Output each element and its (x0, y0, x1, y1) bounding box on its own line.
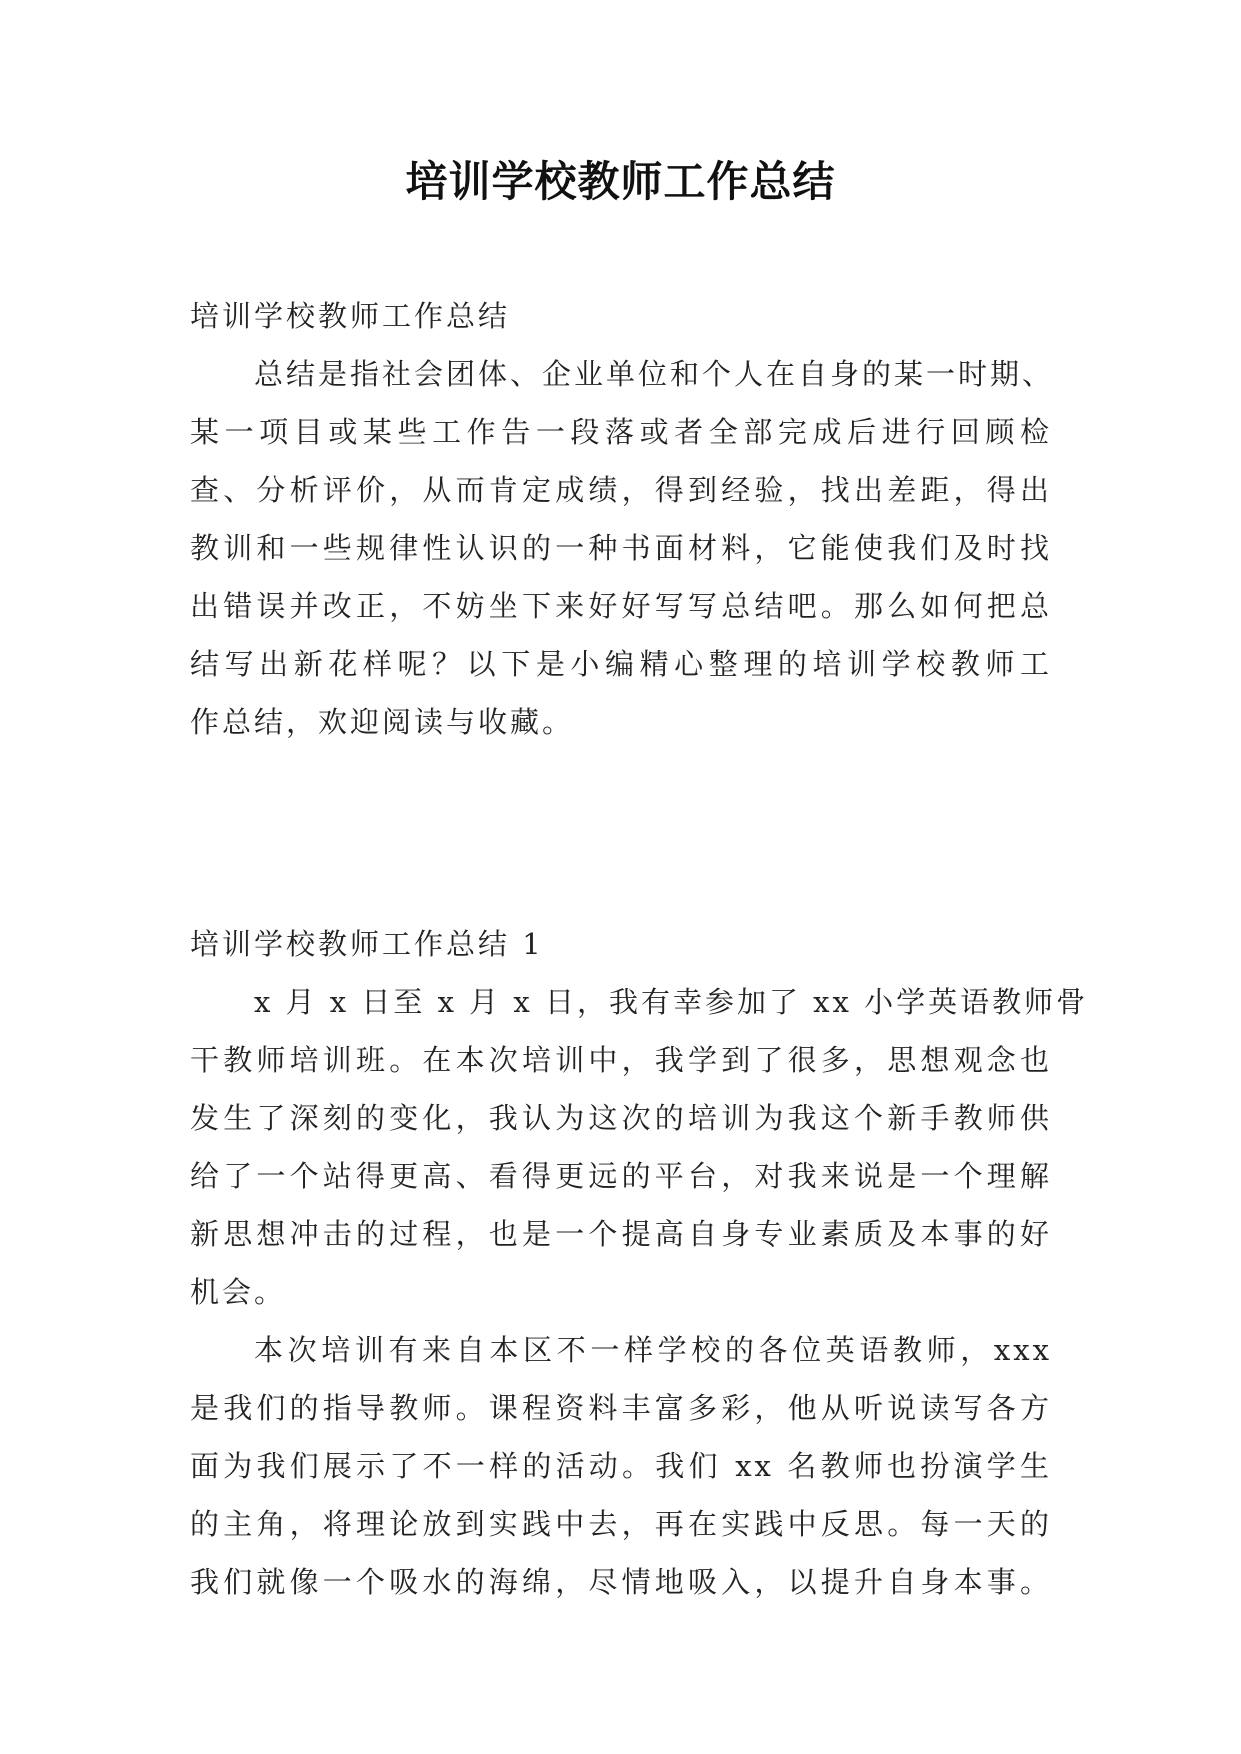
section-1-para-1-line-5: 新思想冲击的过程，也是一个提高自身专业素质及本事的好 (190, 1217, 1052, 1251)
section-1-para-1-line-2: 干教师培训班。在本次培训中，我学到了很多，思想观念也 (190, 1043, 1052, 1077)
intro-line-3: 查、分析评价，从而肯定成绩，得到经验，找出差距，得出 (190, 473, 1052, 507)
intro-line-5: 出错误并改正，不妨坐下来好好写写总结吧。那么如何把总 (190, 589, 1052, 623)
intro-line-2: 某一项目或某些工作告一段落或者全部完成后进行回顾检 (190, 415, 1052, 449)
section-1-para-2-line-1: 本次培训有来自本区不一样学校的各位英语教师，xxx (254, 1333, 1052, 1367)
section-1-para-1-line-6: 机会。 (190, 1275, 287, 1309)
section-1-para-2-line-2: 是我们的指导教师。课程资料丰富多彩，他从听说读写各方 (190, 1391, 1052, 1425)
intro-line-4: 教训和一些规律性认识的一种书面材料，它能使我们及时找 (190, 531, 1052, 565)
intro-line-7: 作总结，欢迎阅读与收藏。 (190, 705, 575, 739)
section-1-para-2-line-5: 我们就像一个吸水的海绵，尽情地吸入，以提升自身本事。 (190, 1565, 1052, 1599)
intro-line-1: 总结是指社会团体、企业单位和个人在自身的某一时期、 (254, 357, 1055, 391)
document-title: 培训学校教师工作总结 (405, 157, 836, 206)
intro-line-6: 结写出新花样呢？以下是小编精心整理的培训学校教师工 (190, 647, 1052, 681)
section-1-block (190, 915, 1089, 1611)
section-1-heading: 培训学校教师工作总结 1 (190, 927, 544, 961)
intro-block (190, 287, 1055, 751)
section-1-para-1-line-4: 给了一个站得更高、看得更远的平台，对我来说是一个理解 (190, 1159, 1052, 1193)
section-1-para-2-line-3: 面为我们展示了不一样的活动。我们 xx 名教师也扮演学生 (190, 1449, 1052, 1483)
section-1-para-1-line-3: 发生了深刻的变化，我认为这次的培训为我这个新手教师供 (190, 1101, 1052, 1135)
section-1-para-1-line-1: x 月 x 日至 x 月 x 日，我有幸参加了 xx 小学英语教师骨 (254, 985, 1089, 1019)
section-1-para-2-line-4: 的主角，将理论放到实践中去，再在实践中反思。每一天的 (190, 1507, 1052, 1541)
intro-heading: 培训学校教师工作总结 (190, 299, 511, 333)
